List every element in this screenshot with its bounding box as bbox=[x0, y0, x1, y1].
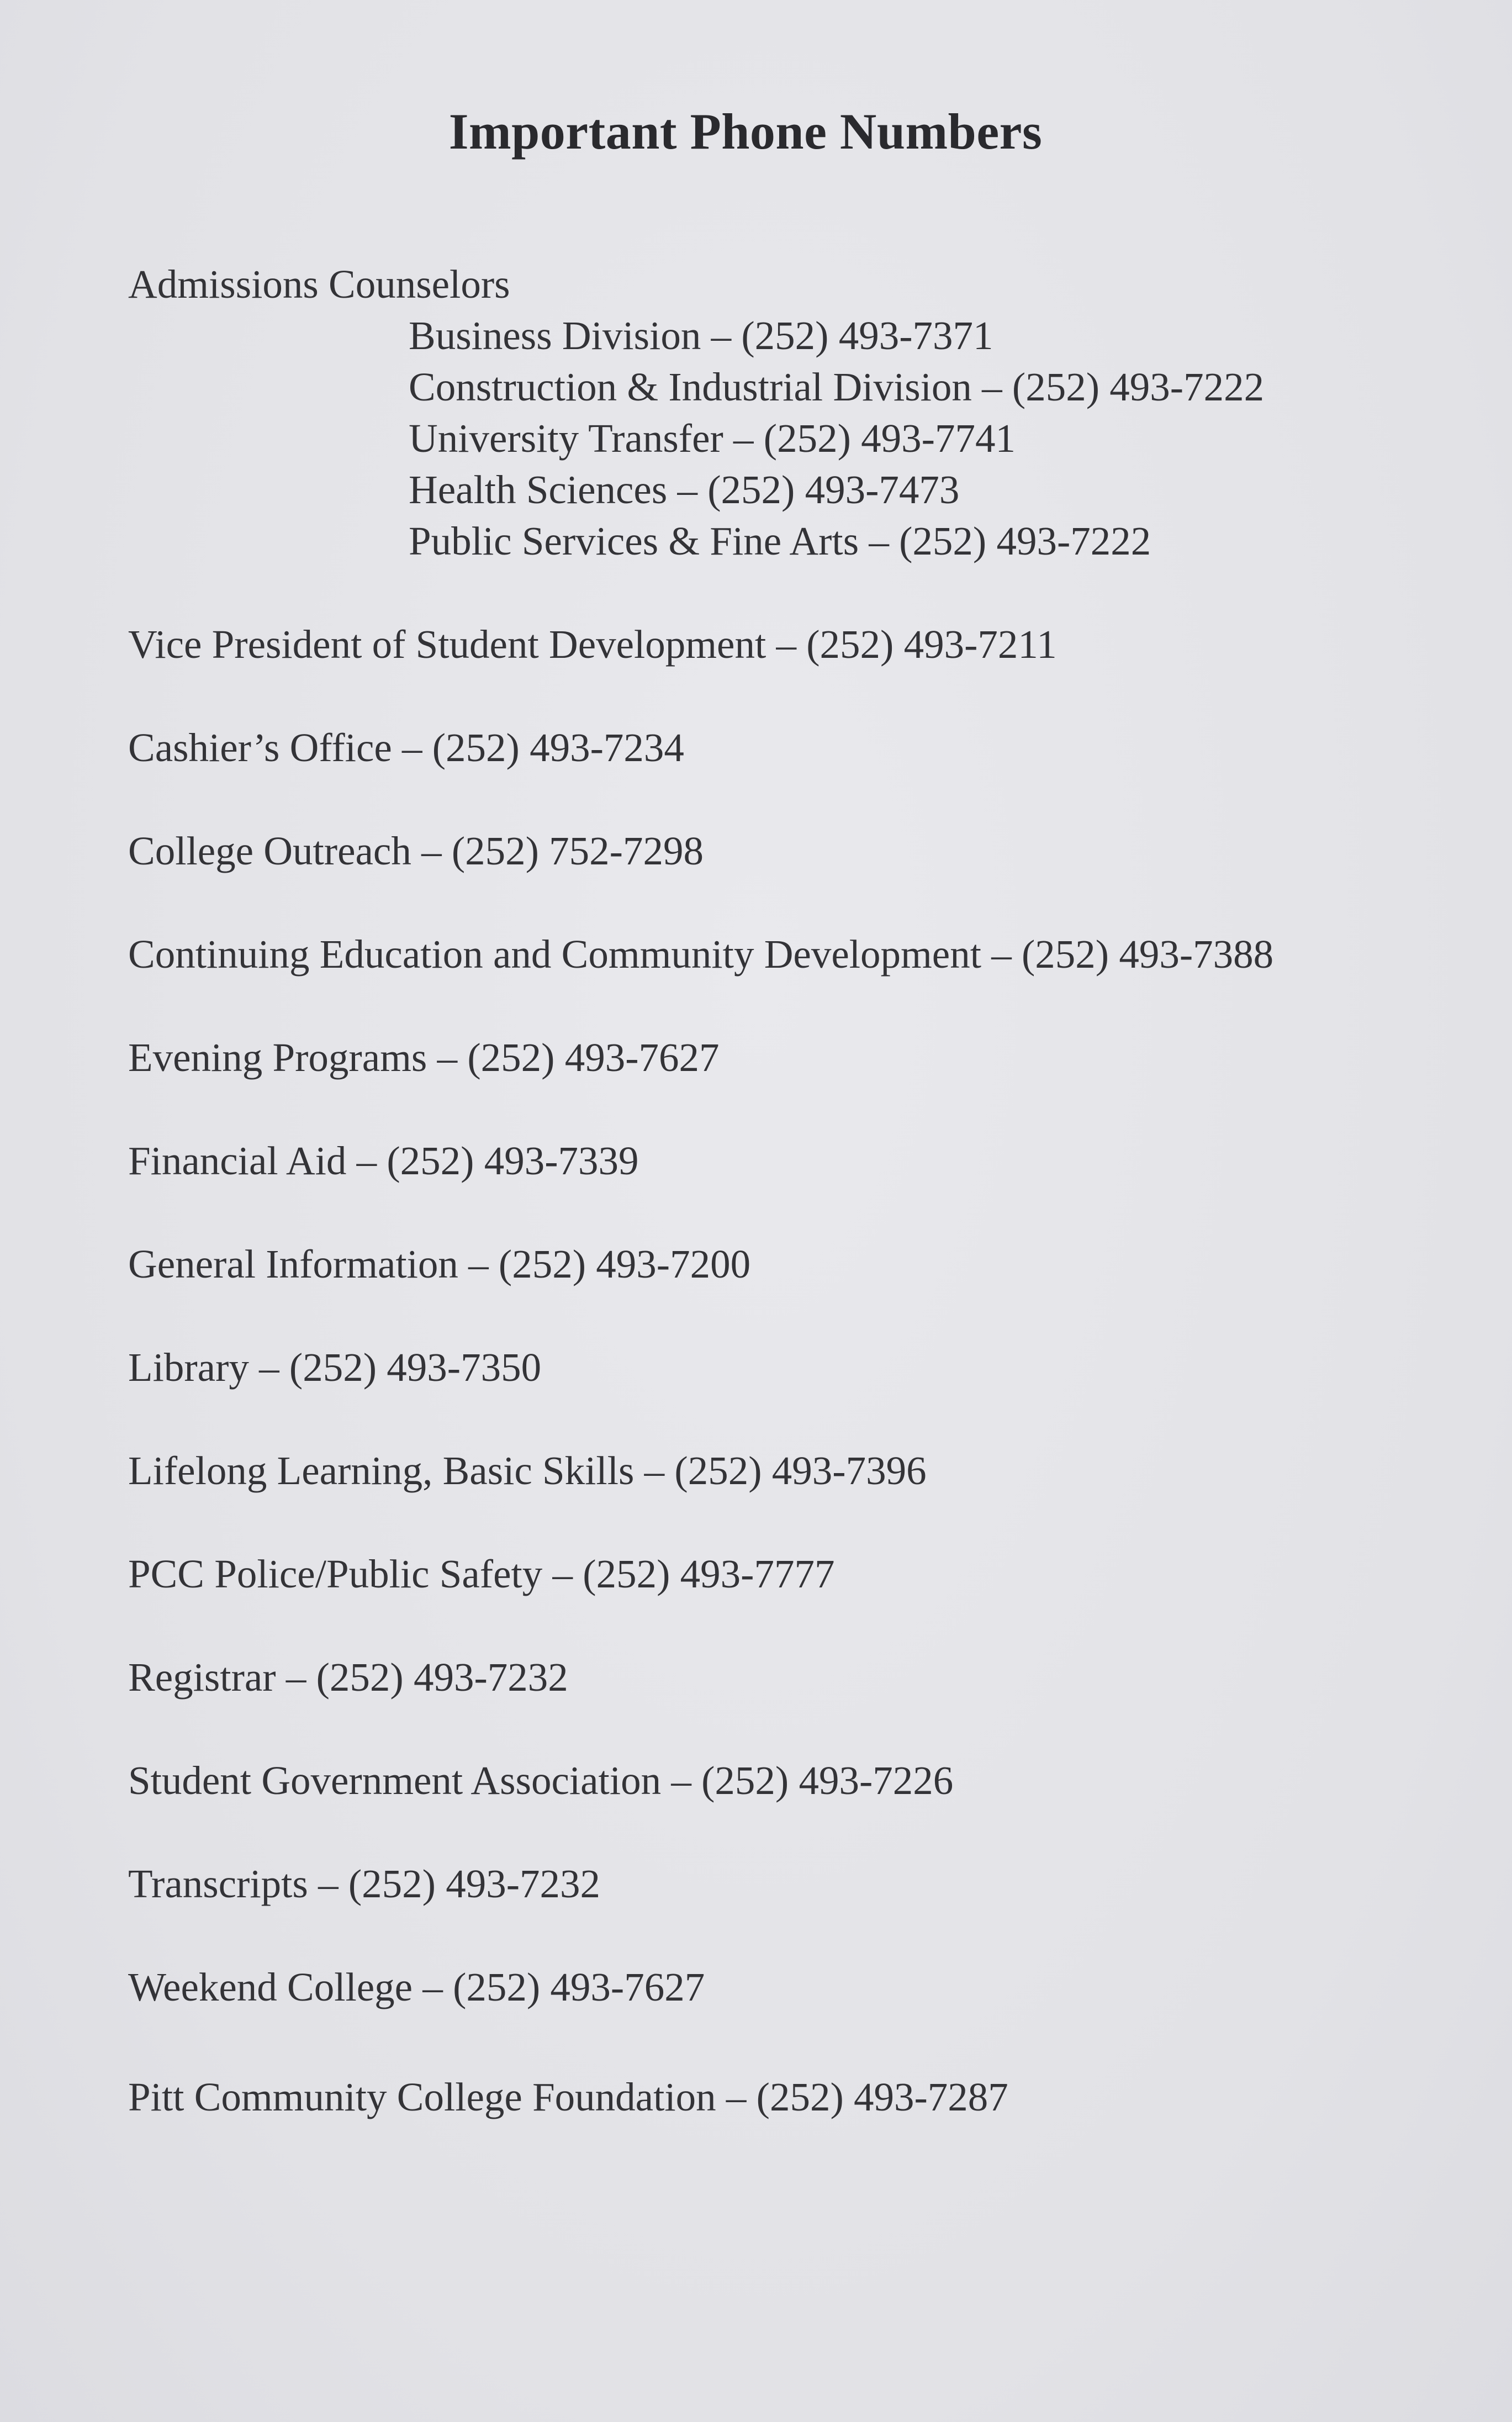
admissions-heading: Admissions Counselors bbox=[128, 262, 510, 307]
admissions-construction: Construction & Industrial Division – (252) 493-7222 bbox=[409, 365, 1265, 409]
admissions-health-sciences: Health Sciences – (252) 493-7473 bbox=[409, 467, 960, 512]
entry-financial-aid: Financial Aid – (252) 493-7339 bbox=[128, 1138, 639, 1183]
entry-library: Library – (252) 493-7350 bbox=[128, 1345, 542, 1390]
entry-transcripts: Transcripts – (252) 493-7232 bbox=[128, 1861, 601, 1906]
entry-general-information: General Information – (252) 493-7200 bbox=[128, 1242, 751, 1286]
entry-evening-programs: Evening Programs – (252) 493-7627 bbox=[128, 1035, 720, 1080]
admissions-public-services: Public Services & Fine Arts – (252) 493-7222 bbox=[409, 519, 1151, 563]
entry-foundation: Pitt Community College Foundation – (252) 493-7287 bbox=[128, 2075, 1008, 2119]
entry-continuing-education: Continuing Education and Community Development – (252) 493-7388 bbox=[128, 932, 1274, 977]
entry-registrar: Registrar – (252) 493-7232 bbox=[128, 1655, 568, 1700]
entry-pcc-police: PCC Police/Public Safety – (252) 493-7777 bbox=[128, 1552, 835, 1596]
entry-cashiers-office: Cashier’s Office – (252) 493-7234 bbox=[128, 725, 684, 770]
page-title: Important Phone Numbers bbox=[448, 103, 1043, 160]
entry-weekend-college: Weekend College – (252) 493-7627 bbox=[128, 1965, 705, 2009]
admissions-business: Business Division – (252) 493-7371 bbox=[409, 313, 993, 358]
entry-student-government: Student Government Association – (252) 493-7226 bbox=[128, 1758, 954, 1803]
entry-college-outreach: College Outreach – (252) 752-7298 bbox=[128, 829, 704, 873]
admissions-university-transfer: University Transfer – (252) 493-7741 bbox=[409, 416, 1016, 461]
entry-vice-president: Vice President of Student Development – (252) 493-7211 bbox=[128, 622, 1057, 667]
entry-lifelong-learning: Lifelong Learning, Basic Skills – (252) 493-7396 bbox=[128, 1448, 927, 1493]
